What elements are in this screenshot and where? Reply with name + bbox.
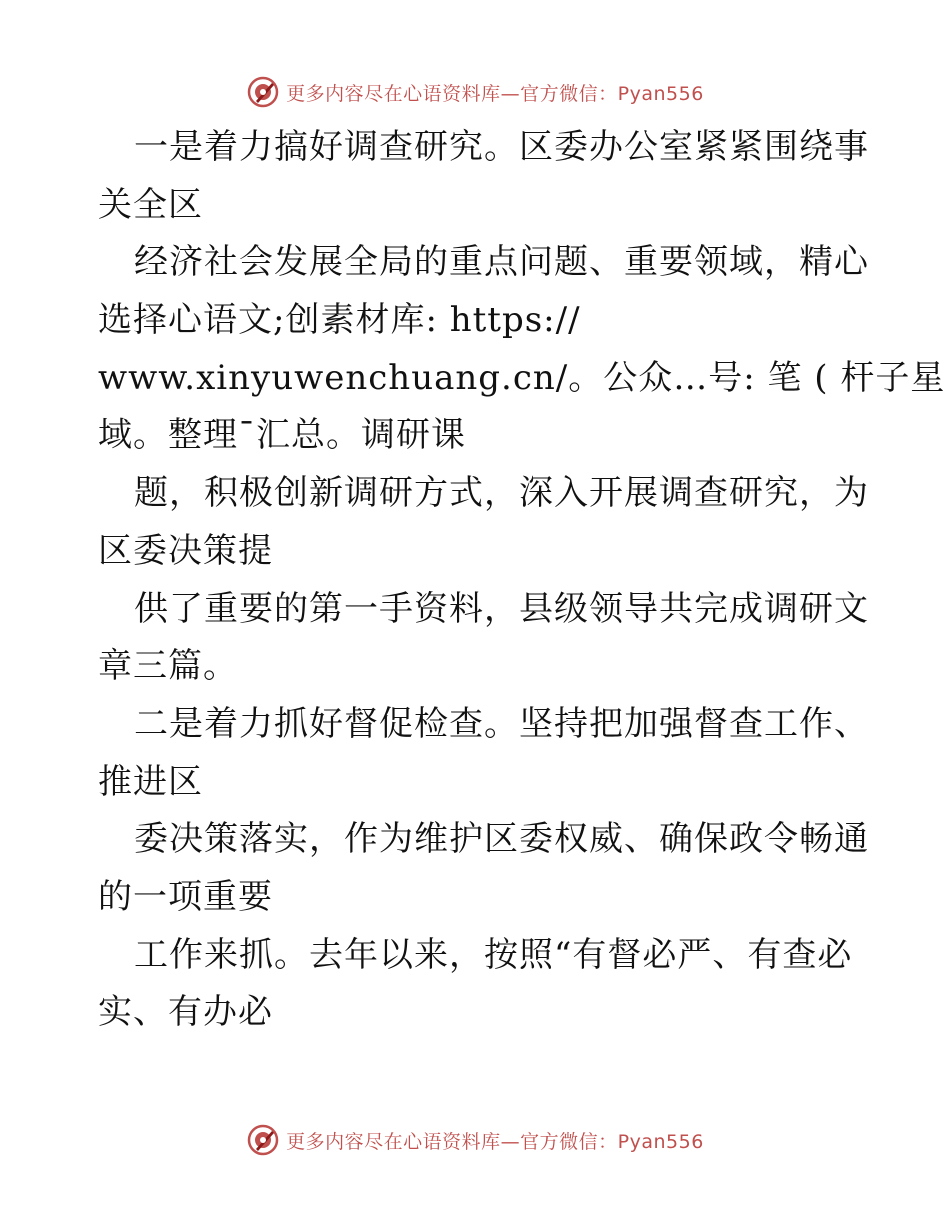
text-line: 区委决策提 bbox=[98, 530, 273, 571]
text-line: 章三篇。 bbox=[98, 646, 238, 687]
text-line: 供了重要的第一手资料，县级领导共完成调研文 bbox=[134, 588, 869, 629]
text-line: 关全区 bbox=[98, 184, 203, 225]
header-watermark-wechat: 官方微信：Pyan556 bbox=[520, 82, 704, 105]
text-line: 选择心语文;创素材库: https:// bbox=[98, 300, 581, 341]
text-line: 推进区 bbox=[98, 761, 203, 802]
text-line: www.xinyuwenchuang.cn/。公众…号: 笔 ( 杆子星 bbox=[98, 357, 946, 398]
text-line: 题，积极创新调研方式，深入开展调查研究，为 bbox=[134, 473, 869, 514]
text-line: 一是着力搞好调查研究。区委办公室紧紧围绕事 bbox=[134, 127, 869, 167]
header-watermark-site: 更多内容尽在心语资料库 bbox=[286, 82, 501, 105]
header-watermark bbox=[0, 72, 950, 112]
footer-watermark-site: 更多内容尽在心语资料库 bbox=[286, 1130, 501, 1153]
footer-watermark-text bbox=[286, 1127, 704, 1154]
text-line: 委决策落实，作为维护区委权威、确保政令畅通 bbox=[134, 819, 869, 860]
pen-logo-icon bbox=[246, 75, 280, 109]
text-line: 的一项重要 bbox=[98, 876, 273, 917]
header-watermark-separator: — bbox=[500, 82, 521, 105]
text-line: 域。整理¯汇总。调研课 bbox=[98, 415, 466, 456]
text-line: 二是着力抓好督促检查。坚持把加强督查工作、 bbox=[134, 703, 869, 744]
pen-logo-icon bbox=[246, 1123, 280, 1157]
text-line: 工作来抓。去年以来，按照“有督必严、有查必 bbox=[134, 934, 853, 975]
footer-watermark-wechat: 官方微信：Pyan556 bbox=[520, 1130, 704, 1153]
text-line: 经济社会发展全局的重点问题、重要领域，精心 bbox=[134, 242, 869, 283]
footer-watermark-separator: — bbox=[500, 1130, 521, 1153]
text-line: 实、有办必 bbox=[98, 992, 273, 1033]
header-watermark-text bbox=[286, 79, 704, 106]
footer-watermark bbox=[0, 1120, 950, 1160]
document-body bbox=[98, 119, 946, 1042]
